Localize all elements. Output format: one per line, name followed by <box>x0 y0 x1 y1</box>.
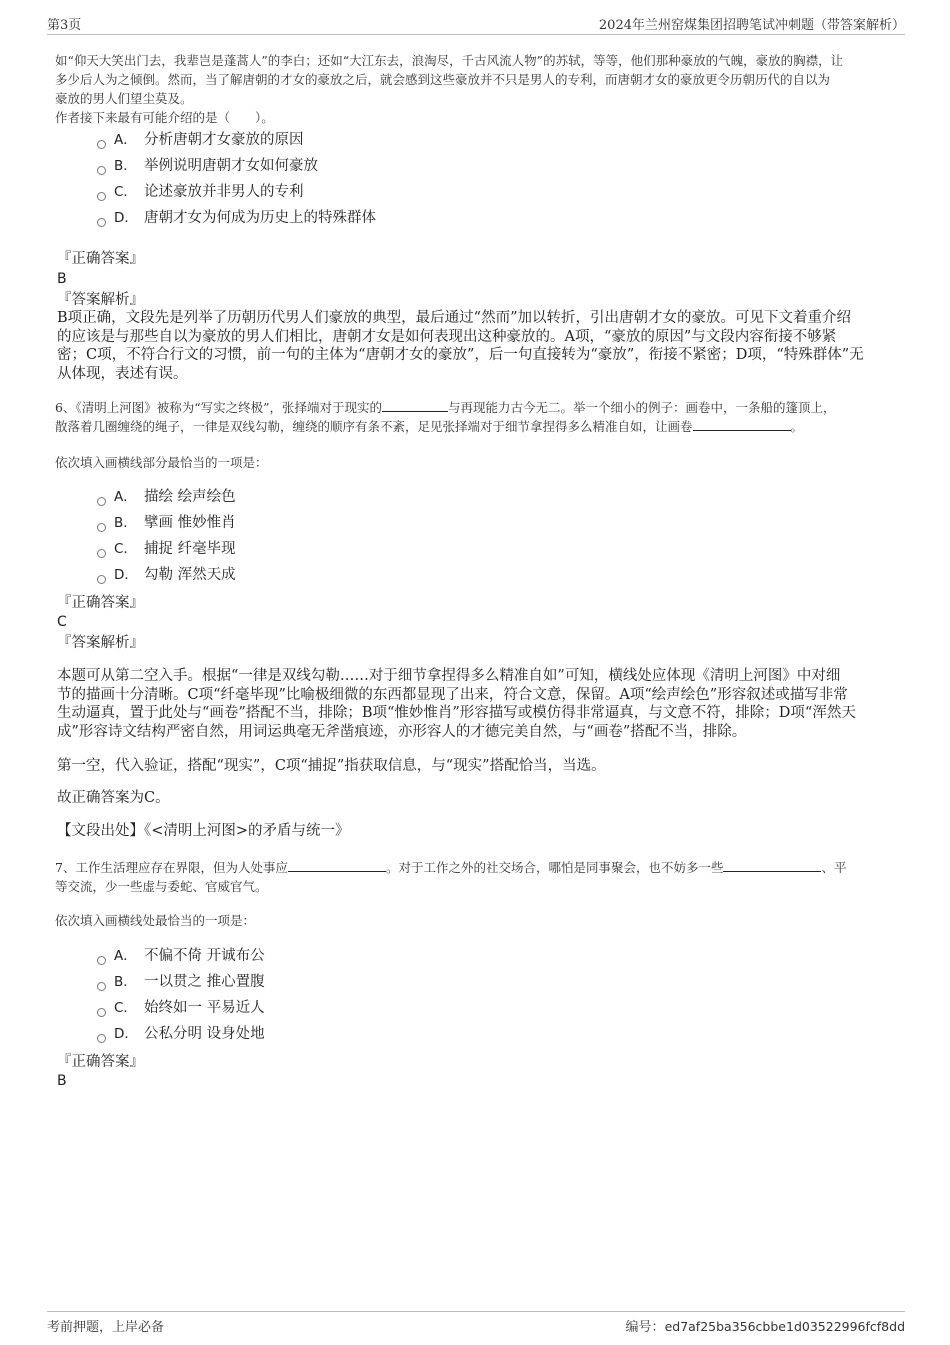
passage-line: 多少后人为之倾倒。然而，当了解唐朝的才女的豪放之后，就会感到这些豪放并不只是男人的专利，而唐朝才女的豪放更令历朝历代的自以为 <box>55 72 831 87</box>
q5-option-c[interactable]: C． 论述豪放并非男人的专利 <box>97 181 304 203</box>
q6-answer-label: 『正确答案』 <box>57 595 144 611</box>
q6-option-c[interactable]: C． 捕捉 纤毫毕现 <box>97 538 236 560</box>
page-number: 第3页 <box>47 18 82 33</box>
q5-option-b[interactable]: B． 举例说明唐朝才女如何豪放 <box>97 155 318 177</box>
q6-answer: C <box>57 614 67 630</box>
q7-option-d[interactable]: D． 公私分明 设身处地 <box>97 1023 265 1045</box>
radio-icon[interactable] <box>97 1034 106 1043</box>
footer-slogan: 考前押题，上岸必备 <box>47 1320 165 1335</box>
radio-icon[interactable] <box>97 166 106 175</box>
passage-line: 豪放的男人们望尘莫及。 <box>55 91 193 106</box>
passage-line: 如“仰天大笑出门去，我辈岂是蓬蒿人”的李白；还如“大江东去，浪淘尽，千古风流人物”的苏轼，等等，他们那种豪放的气魄，豪放的胸襟，让 <box>55 53 844 68</box>
radio-icon[interactable] <box>97 523 106 532</box>
q7-option-b[interactable]: B． 一以贯之 推心置腹 <box>97 971 265 993</box>
page-header <box>47 12 905 35</box>
radio-icon[interactable] <box>97 549 106 558</box>
q5-option-a[interactable]: A． 分析唐朝才女豪放的原因 <box>97 129 304 151</box>
q7-option-a[interactable]: A． 不偏不倚 开诚布公 <box>97 945 265 967</box>
q7-answer-label: 『正确答案』 <box>57 1054 144 1070</box>
q5-analysis: B项正确，文段先是列举了历朝历代男人们豪放的典型，最后通过“然而”加以转折，引出唐朝才女的豪放。可见下文着重介绍 的应该是与那些自以为豪放的男人们相比，唐朝才女是如何表现出这种豪放的。A项，“豪放的原因”与文段内容衔接不够紧 密；C项，不符合行文的习惯，前一句的主体为“唐朝才女的豪放”，后一句直接转为“豪放”，衔接不紧密；D项，“特殊群体”无 从体现，表述有误。 <box>57 310 864 382</box>
q6-analysis-p2: 第一空，代入验证，搭配“现实”，C项“捕捉”指获取信息，与“现实”搭配恰当，当选。 <box>57 758 606 774</box>
q5-answer-label: 『正确答案』 <box>57 251 144 267</box>
q5-question: 作者接下来最有可能介绍的是（ ）。 <box>55 110 274 125</box>
radio-icon[interactable] <box>97 575 106 584</box>
q6-option-a[interactable]: A． 描绘 绘声绘色 <box>97 486 236 508</box>
q6-prompt: 依次填入画横线部分最恰当的一项是： <box>55 455 268 470</box>
q6-option-d[interactable]: D． 勾勒 浑然天成 <box>97 564 236 586</box>
q5-answer: B <box>57 271 67 287</box>
document-title: 2024年兰州窑煤集团招聘笔试冲刺题（带答案解析） <box>598 18 905 33</box>
radio-icon[interactable] <box>97 218 106 227</box>
fill-blank <box>693 418 791 431</box>
fill-blank <box>382 399 448 412</box>
q5-analysis-label: 『答案解析』 <box>57 292 144 308</box>
q6-stem: 6、《清明上河图》被称为“写实之终极”，张择端对于现实的 与再现能力古今无二。举一个细小的例子：画卷中，一条船的篷顶上， 散落着几圈缠绕的绳子，一律是双线勾勒，缠绕的顺序有条不紊，足见张择端对于细节拿捏得多么精准自如，让画卷 。 <box>55 400 836 434</box>
q6-source: 【文段出处】《<清明上河图>的矛盾与统一》 <box>57 823 350 839</box>
q7-option-c[interactable]: C． 始终如一 平易近人 <box>97 997 265 1019</box>
radio-icon[interactable] <box>97 497 106 506</box>
fill-blank <box>288 859 386 872</box>
q6-option-b[interactable]: B． 擘画 惟妙惟肖 <box>97 512 236 534</box>
radio-icon[interactable] <box>97 982 106 991</box>
radio-icon[interactable] <box>97 1008 106 1017</box>
q7-prompt: 依次填入画横线处最恰当的一项是： <box>55 913 256 928</box>
document-id: 编号：ed7af25ba356cbbe1d03522996fcf8dd <box>625 1319 905 1335</box>
q5-passage <box>55 51 905 127</box>
q6-analysis: 本题可从第二空入手。根据“一律是双线勾勒……对于细节拿捏得多么精准自如”可知，横线处应体现《清明上河图》中对细 节的描画十分清晰。C项“纤毫毕现”比喻极细微的东西都显现了出来，符合文意，保留。A项“绘声绘色”形容叙述或描写非常 生动逼真，置于此处与“画卷”搭配不当，排除；B项“惟妙惟肖”形容描写或模仿得非常逼真，与文意不符，排除；D项“浑然天 成”形容诗文结构严密自然，用词运典毫无斧凿痕迹，亦形容人的才德完美自然，与“画卷”搭配不当，排除。 <box>57 668 856 740</box>
q5-option-d[interactable]: D． 唐朝才女为何成为历史上的特殊群体 <box>97 207 376 229</box>
fill-blank <box>723 859 821 872</box>
radio-icon[interactable] <box>97 956 106 965</box>
page-footer <box>47 1311 905 1336</box>
radio-icon[interactable] <box>97 140 106 149</box>
q7-answer: B <box>57 1073 67 1089</box>
q6-analysis-p3: 故正确答案为C。 <box>57 790 170 806</box>
radio-icon[interactable] <box>97 192 106 201</box>
q6-analysis-label: 『答案解析』 <box>57 635 144 651</box>
q7-stem: 7、工作生活理应存在界限，但为人处事应 。对于工作之外的社交场合，哪怕是同事聚会，也不妨多一些 、平 等交流，少一些虚与委蛇、官威官气。 <box>55 860 847 894</box>
